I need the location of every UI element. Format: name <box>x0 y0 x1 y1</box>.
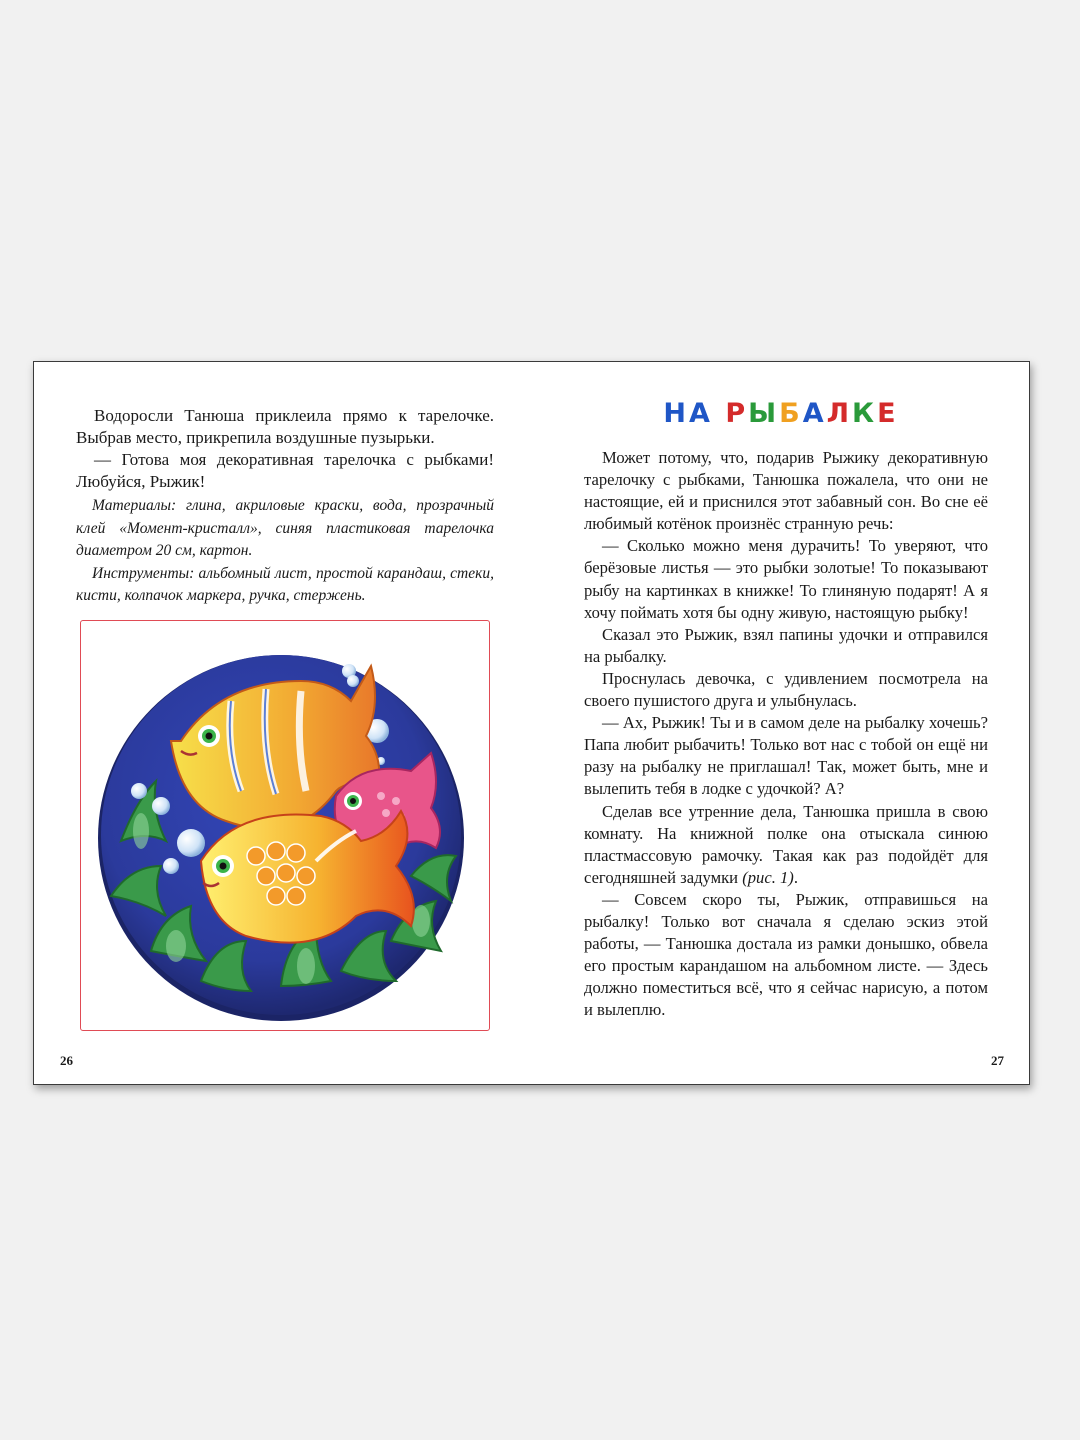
chapter-title <box>532 398 1030 429</box>
right-paragraph-7: — Совсем скоро ты, Рыжик, отправишься на рыбалку! Только вот сначала я сделаю эскиз этой работы, — Танюшка достала из рамки донышко, обвела его простым карандашом на альбомном листе. — Здесь должно поместиться всё, что я сейчас нарисую, а потом и вылеплю. <box>584 889 988 1020</box>
chapter-title-letter: А <box>802 398 827 429</box>
materials-block <box>76 495 494 608</box>
left-body-text <box>76 405 494 493</box>
materials-text: Материалы: глина, акриловые краски, вода, прозрачный клей «Момент-кристалл», синяя пластиковая тарелочка диаметром 20 см, картон. <box>76 497 494 559</box>
right-paragraph-4: Проснулась девочка, с удивлением посмотрела на своего пушистого друга и улыбнулась. <box>584 668 988 711</box>
chapter-title-letter: Л <box>826 398 853 429</box>
left-page <box>34 362 532 1084</box>
right-paragraph-5: — Ах, Рыжик! Ты и в самом деле на рыбалку хочешь? Папа любит рыбачить! Только вот нас с тобой он ещё ни разу на рыбалку не приглашал! Так, может быть, мне и вылепить тебя в лодке с удочкой? А? <box>584 713 988 799</box>
page-number-left: 26 <box>60 1053 73 1068</box>
chapter-title-letter: А <box>689 398 713 429</box>
tools-text: Инструменты: альбомный лист, простой карандаш, стеки, кисти, колпачок маркера, ручка, стержень. <box>76 564 494 604</box>
right-body-text <box>584 447 988 1021</box>
right-paragraph-2: — Сколько можно меня дурачить! То уверяют, что берёзовые листья — это рыбки золотые! То показывают рыбу на картинках в книжке! То глиняную подарят! А я хочу поймать хотя бы одну живую, настоящую рыбку! <box>584 536 988 622</box>
left-paragraph-1: Водоросли Танюша приклеила прямо к тарелочке. Выбрав место, прикрепила воздушные пузырьки. <box>76 406 494 447</box>
chapter-title-letter: Р <box>725 398 749 429</box>
right-paragraph-6 <box>584 801 988 889</box>
page-number-right: 27 <box>991 1053 1004 1068</box>
figure-reference: (рис. 1) <box>742 867 794 887</box>
chapter-title-letter: Е <box>877 398 899 429</box>
left-paragraph-2: — Готова моя декоративная тарелочка с рыбками! Любуйся, Рыжик! <box>76 450 494 491</box>
fish-plate-photo <box>80 620 490 1031</box>
chapter-title-letter: Н <box>663 398 690 429</box>
right-paragraph-1: Может потому, что, подарив Рыжику декоративную тарелочку с рыбками, Танюшка пожалела, что они не настоящие, ей и приснился этот забавный сон. Во сне её любимый котёнок произнёс странную речь: <box>584 448 988 534</box>
figure-ref-suffix: . <box>793 867 798 887</box>
right-paragraph-3: Сказал это Рыжик, взял папины удочки и отправился на рыбалку. <box>584 624 988 666</box>
right-paragraph-6-text: Сделав все утренние дела, Танюшка пришла в свою комнату. На книжной полке она отыскала синюю пластмассовую рамочку. Такая как раз подойдёт для сегодняшней задумки <box>584 801 988 887</box>
chapter-title-letter: Б <box>779 398 803 429</box>
chapter-title-letter: Ы <box>748 398 780 429</box>
book-spread <box>33 361 1030 1085</box>
chapter-title-letter <box>713 398 725 429</box>
chapter-title-letter: К <box>852 398 878 429</box>
fish-plate-illustration <box>81 621 491 1032</box>
right-page <box>532 362 1030 1084</box>
